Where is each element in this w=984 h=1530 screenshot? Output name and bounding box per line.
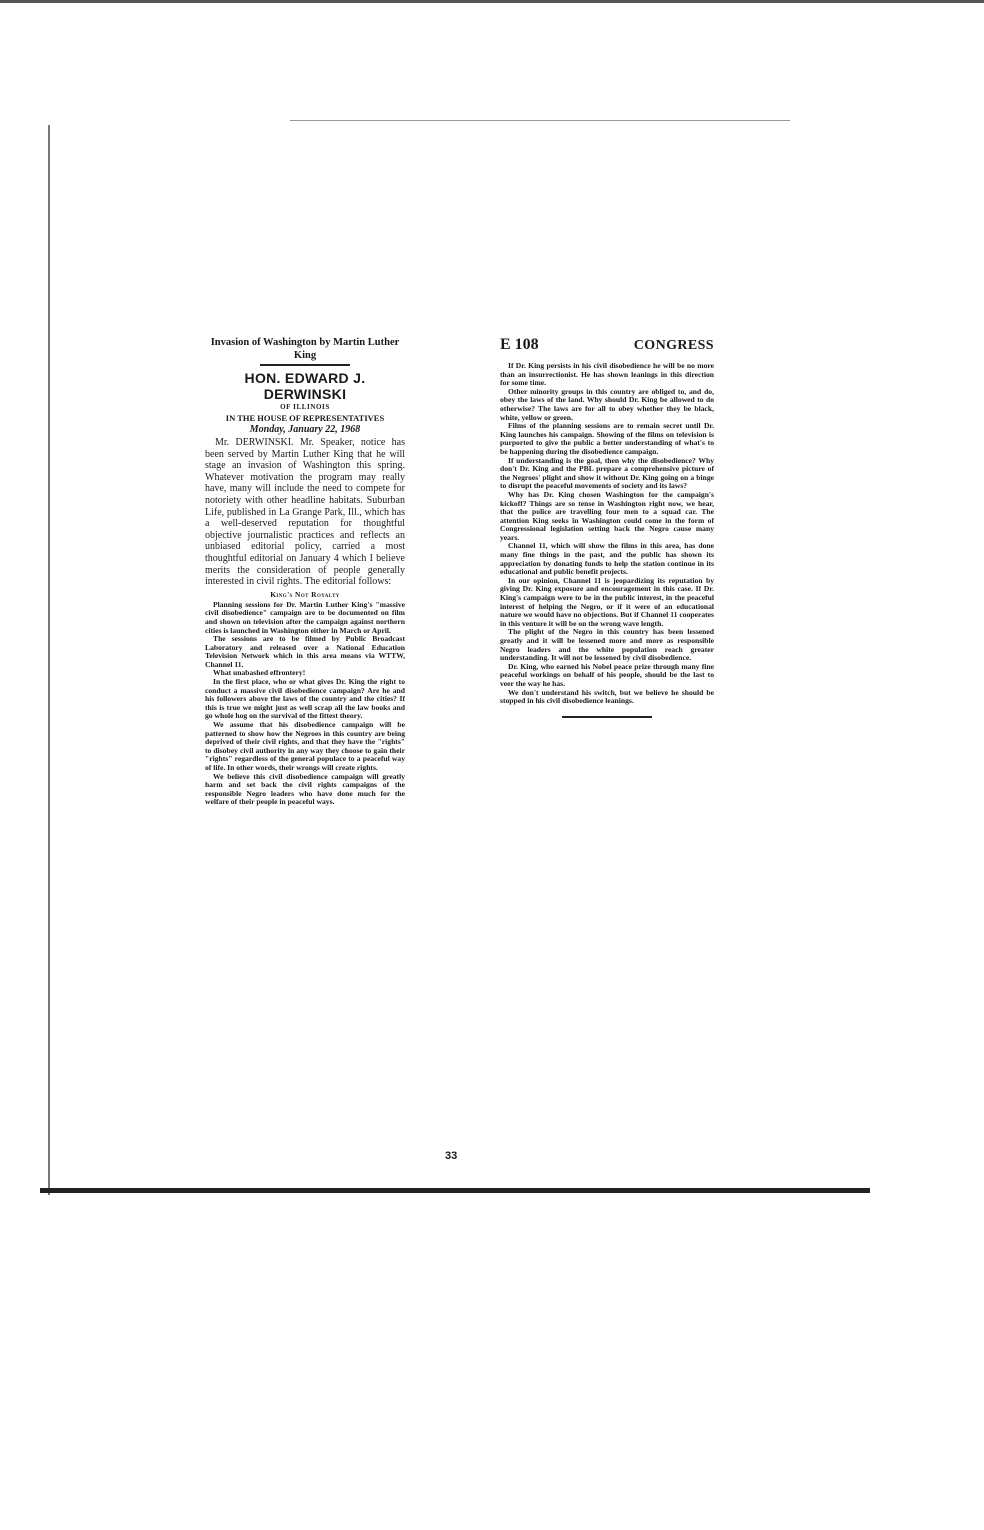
scan-border-bottom	[40, 1188, 870, 1193]
scan-border-top	[0, 0, 984, 3]
paragraph: The plight of the Negro in this country has been lessened greatly and it will be lessened more and more as responsible Negro leaders and the white population reach greater understanding. It will not be lessened by civil disobedience.	[500, 627, 714, 663]
article-headline: Invasion of Washington by Martin Luther King	[210, 337, 400, 361]
paragraph: In our opinion, Channel 11 is jeopardizing its reputation by giving Dr. King exposure and encouragement in this case. If Dr. King's campaign were to be in the public interest, in the peaceful interest of helping the Negro, or if it were of an educational nature we would have no objections. But if Channel 11 cooperates in this venture it will be on the wrong wave length.	[500, 575, 714, 628]
record-page-code: E 108	[500, 336, 539, 353]
chamber: IN THE HOUSE OF REPRESENTATIVES	[225, 413, 385, 423]
paragraph: Dr. King, who earned his Nobel peace prize through many fine peaceful workings on behalf of his people, should be the last to veer the way he has.	[500, 661, 714, 688]
scan-line-top	[290, 120, 790, 121]
right-column	[500, 336, 714, 718]
paragraph: What unabashed effrontery!	[213, 668, 306, 678]
end-rule	[562, 716, 652, 718]
paragraph: The sessions are to be filmed by Public Broadcast Laboratory and released over a National Education Television Network which in this area means via WTTW, Channel 11.	[205, 634, 405, 669]
paragraph: Other minority groups in this country are obliged to, and do, obey the laws of the land. Why should Dr. King be allowed to do otherwise? The laws are for all to obey whether they be black, white, yellow or green.	[500, 386, 714, 422]
paragraph: Channel 11, which will show the films in this area, has done many fine things in the past, and the public has shown its appreciation by donating funds to help the station continue in its educational and public benefit projects.	[500, 541, 714, 577]
lead-paragraph: Mr. DERWINSKI. Mr. Speaker, notice has been served by Martin Luther King that he will stage an invasion of Washington this spring. Whatever motivation the program may really have, many will include the need to compete for notoriety with other headline habitats. Suburban Life, published in La Grange Park, Ill., which has a well-deserved reputation for thoughtful objective journalistic practices and reflects an unbiased editorial policy, carried a most thoughtful editorial on January 4 which I believe merits the consideration of people generally interested in civil rights. The editorial follows:	[205, 437, 405, 588]
page-number: 33	[445, 1150, 458, 1162]
paragraph: We believe this civil disobedience campaign will greatly harm and set back the civil rights campaigns of the responsible Negro leaders who have done much for the welfare of their people in peaceful ways.	[205, 771, 405, 807]
headline-rule	[260, 364, 350, 366]
session-date: Monday, January 22, 1968	[249, 424, 361, 435]
member-state: OF ILLINOIS	[280, 403, 330, 411]
page-header	[500, 336, 714, 354]
paragraph: In the first place, who or what gives Dr. King the right to conduct a massive civil disobedience campaign? Are he and his followers above the laws of the country and the cities? If this is true we might just as well scrap all the law books and go whole hog on the survival of the fittest theory.	[205, 677, 405, 721]
journal-title: CONGRESS	[633, 338, 714, 353]
paragraph: Why has Dr. King chosen Washington for the campaign's kickoff? Things are so tense in Washington right now, we hear, that the police are travelling four men to a squad car. The attention King seeks in Washington could come in the form of Congressional legislation setting back the Negro cause many years.	[500, 489, 714, 542]
member-name: HON. EDWARD J. DERWINSKI	[244, 370, 366, 402]
paragraph: If Dr. King persists in his civil disobedience he will be no more than an insurrectionist. He has shown leanings in this direction for some time.	[500, 361, 714, 388]
left-column	[205, 336, 405, 807]
paragraph: Planning sessions for Dr. Martin Luther King's "massive civil disobedience" campaign are to be documented on film and shown on television after the campaign against northern cities is launched in Washington either in March or April.	[205, 599, 405, 635]
scan-border-left	[48, 125, 50, 1195]
paragraph: We don't understand his switch, but we believe he should be stopped in his civil disobedience leanings.	[500, 687, 714, 706]
editorial-title: King's Not Royalty	[270, 589, 340, 599]
paragraph: If understanding is the goal, then why the disobedience? Why don't Dr. King and the PBL prepare a comprehensive picture of the Negroes' plight and show it without Dr. King going on a binge to disrupt the peaceful movements of society and its laws?	[500, 455, 714, 491]
paragraph: We assume that his disobedience campaign will be patterned to show how the Negroes in this country are being deprived of their civil rights, and that they have the "rights" to disobey civil authority in any way they choose to gain their "rights" regardless of the general populace to a peaceful way of life. In other words, their wrongs will create rights.	[205, 720, 405, 772]
paragraph: Films of the planning sessions are to remain secret until Dr. King launches his campaign. Showing of the films on television is purported to give the public a better understanding of what's to be happening during the disobedience campaign.	[500, 421, 714, 456]
